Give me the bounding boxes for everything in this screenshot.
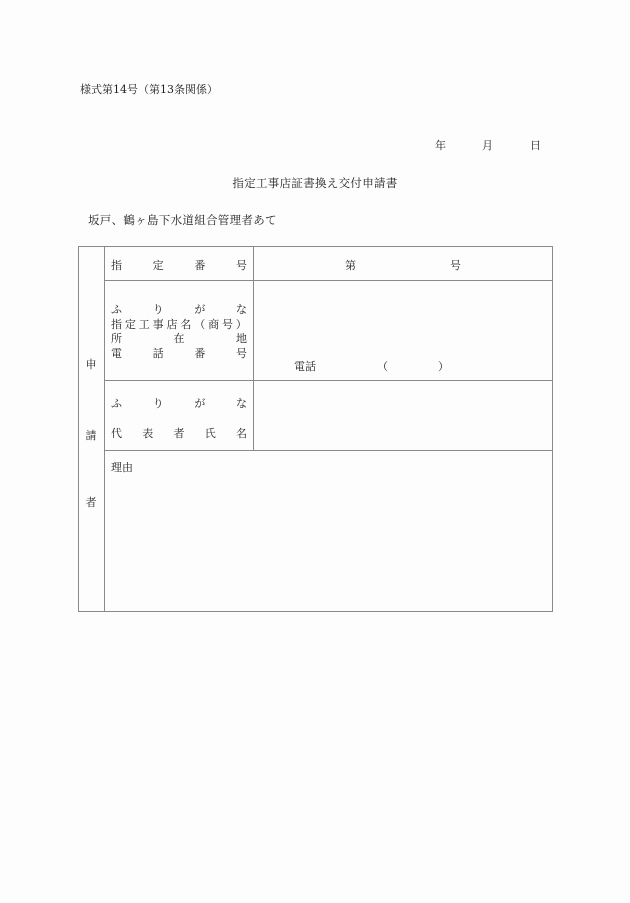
- table-border-right: [552, 246, 553, 612]
- label-char: 番: [194, 259, 206, 272]
- label-char: ふ: [111, 397, 122, 410]
- store-furigana-label: [111, 301, 247, 317]
- designation-number-field[interactable]: [362, 252, 442, 272]
- representative-field[interactable]: [258, 385, 548, 445]
- label-char: な: [235, 397, 247, 410]
- label-char: ふ: [111, 303, 122, 316]
- label-char: 名: [180, 318, 192, 331]
- label-char: 表: [142, 427, 154, 440]
- label-char: 電: [111, 347, 122, 360]
- applicant-label-2: 請: [85, 429, 97, 442]
- label-char: 氏: [204, 427, 216, 440]
- date-month-label: 月: [482, 139, 493, 152]
- label-char: 指: [111, 318, 122, 331]
- applicant-label-1: 申: [85, 358, 97, 371]
- document-title: 指定工事店証書換え交付申請書: [232, 176, 398, 190]
- designation-number-prefix: 第: [345, 259, 356, 272]
- label-char: 番: [194, 347, 206, 360]
- label-char: 話: [152, 347, 164, 360]
- label-char: り: [152, 397, 164, 410]
- label-char: り: [152, 303, 164, 316]
- label-char: 定: [152, 259, 164, 272]
- representative-name-label: [111, 425, 247, 441]
- date-year-label: 年: [435, 139, 446, 152]
- form-number: 様式第14号（第13条関係）: [80, 83, 218, 96]
- phone-area-code-field[interactable]: [390, 354, 435, 374]
- address-label: [111, 330, 247, 346]
- label-char: が: [194, 397, 206, 410]
- label-char: 所: [111, 332, 122, 345]
- label-char: 工: [138, 318, 150, 331]
- applicant-column-divider: [104, 246, 105, 612]
- designation-number-suffix: 号: [450, 259, 461, 272]
- label-char: 在: [173, 332, 185, 345]
- store-info-field[interactable]: [258, 285, 548, 345]
- label-char: ）: [235, 318, 247, 331]
- date-day-label: 日: [530, 139, 541, 152]
- table-border-bottom: [78, 611, 553, 612]
- designation-number-label: [111, 257, 247, 273]
- addressee: 坂戸、鶴ヶ島下水道組合管理者あて: [88, 213, 277, 227]
- label-char: （: [194, 318, 206, 331]
- phone-open-paren: （: [377, 360, 388, 373]
- reason-field[interactable]: [108, 475, 548, 605]
- label-char: 店: [166, 318, 178, 331]
- representative-furigana-label: [111, 395, 247, 411]
- label-char: 号: [222, 318, 233, 331]
- applicant-label-3: 者: [85, 496, 97, 509]
- label-char: 号: [235, 259, 247, 272]
- label-char: な: [235, 303, 247, 316]
- phone-number-label: [111, 345, 247, 361]
- table-border-top: [78, 246, 553, 247]
- label-char: 代: [111, 427, 122, 440]
- label-char: 名: [236, 427, 247, 440]
- label-char: 事: [152, 318, 164, 331]
- phone-close-paren: ）: [438, 360, 449, 373]
- phone-label: 電話: [294, 360, 316, 373]
- row-divider-1: [104, 280, 553, 281]
- label-char: 指: [111, 259, 122, 272]
- label-char: 定: [124, 318, 136, 331]
- label-char: 号: [235, 347, 247, 360]
- row-divider-2: [104, 380, 553, 381]
- label-char: 地: [236, 332, 247, 345]
- row-divider-3: [104, 450, 553, 451]
- label-char: 商: [208, 318, 220, 331]
- label-column-divider: [253, 246, 254, 450]
- reason-label: 理由: [111, 461, 133, 474]
- label-char: が: [194, 303, 206, 316]
- label-char: 者: [173, 427, 185, 440]
